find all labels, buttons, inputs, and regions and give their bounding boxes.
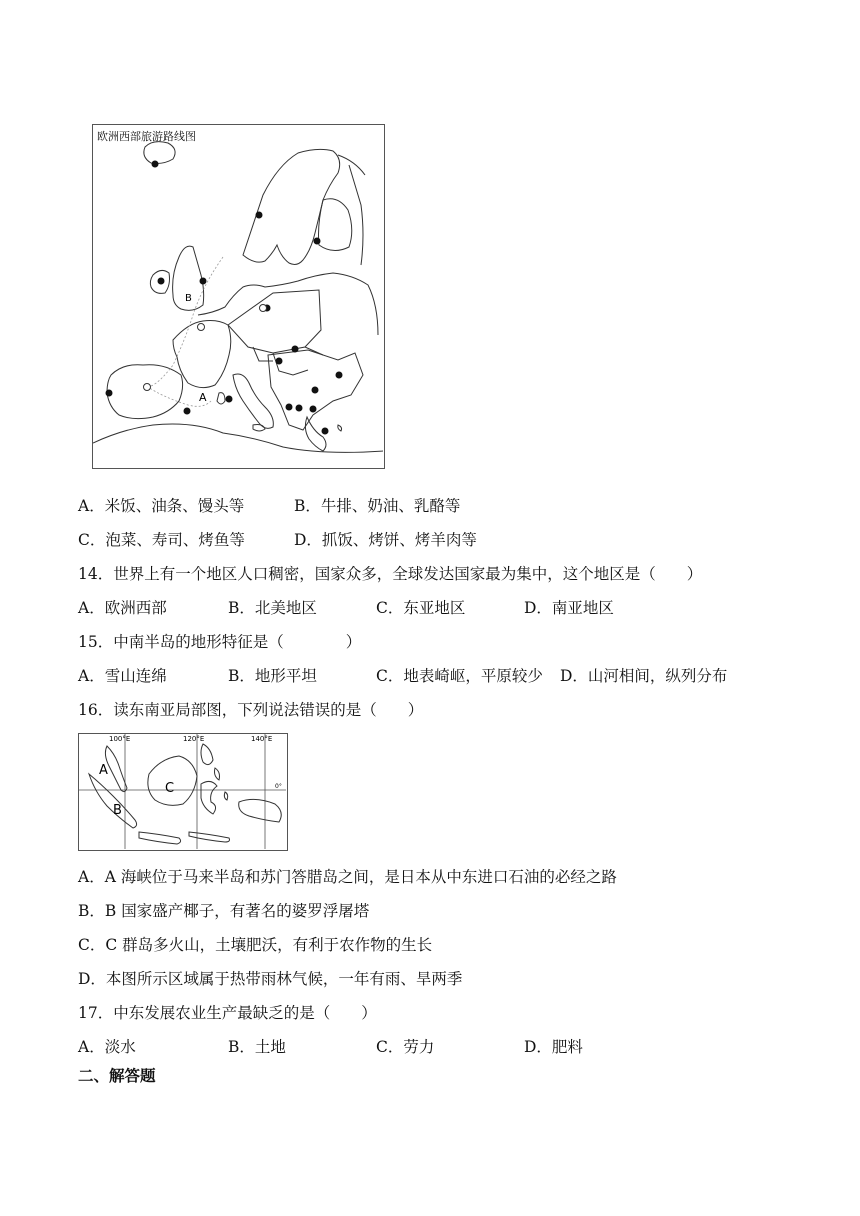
q16-option-d[interactable]: D．本图所示区域属于热带雨林气候，一年有雨、旱两季 (78, 970, 463, 988)
europe-tour-map (92, 124, 385, 469)
europe-map-drawing (93, 125, 383, 467)
lon-label-100: 100°E (109, 735, 131, 743)
q13-option-d[interactable]: D．抓饭、烤饼、烤羊肉等 (294, 531, 477, 549)
q15-option-d[interactable]: D．山河相间，纵列分布 (560, 667, 728, 685)
q14-option-d[interactable]: D．南亚地区 (524, 599, 614, 617)
region-label-a: A (99, 763, 108, 778)
q14-option-b[interactable]: B．北美地区 (228, 599, 317, 617)
q16-option-b[interactable]: B．B 国家盛产椰子，有著名的婆罗浮屠塔 (78, 902, 370, 920)
q16-stem: 16．读东南亚局部图，下列说法错误的是（ ） (78, 701, 424, 719)
equator-label: 0° (275, 783, 282, 790)
map-label-a: A (199, 391, 207, 404)
q17-option-c[interactable]: C．劳力 (376, 1038, 435, 1056)
region-label-c: C (165, 781, 175, 796)
q17-stem: 17．中东发展农业生产最缺乏的是（ ） (78, 1004, 377, 1022)
q16-option-c[interactable]: C．C 群岛多火山，土壤肥沃，有利于农作物的生长 (78, 936, 433, 954)
lon-label-120: 120°E (183, 735, 205, 743)
southeast-asia-map (78, 733, 288, 851)
q15-option-a[interactable]: A．雪山连绵 (78, 667, 167, 685)
q14-option-c[interactable]: C．东亚地区 (376, 599, 466, 617)
q17-option-d[interactable]: D．肥料 (524, 1038, 583, 1056)
map-label-b: B (185, 293, 192, 304)
q17-option-a[interactable]: A．淡水 (78, 1038, 136, 1056)
q17-option-b[interactable]: B．土地 (228, 1038, 286, 1056)
map-title: 欧洲西部旅游路线图 (97, 130, 196, 143)
q15-option-c[interactable]: C．地表崎岖，平原较少 (376, 667, 543, 685)
q15-stem: 15．中南半岛的地形特征是（ ） (78, 633, 362, 651)
q13-option-a[interactable]: A．米饭、油条、馒头等 (78, 497, 245, 515)
q13-option-c[interactable]: C．泡菜、寿司、烤鱼等 (78, 531, 245, 549)
q16-option-a[interactable]: A．A 海峡位于马来半岛和苏门答腊岛之间，是日本从中东进口石油的必经之路 (78, 868, 617, 886)
section-heading: 二、解答题 (78, 1067, 156, 1085)
lon-label-140: 140°E (251, 735, 273, 743)
region-label-b: B (113, 803, 122, 818)
q13-option-b[interactable]: B．牛排、奶油、乳酪等 (294, 497, 461, 515)
southeast-asia-map-drawing (79, 734, 286, 849)
q14-stem: 14．世界上有一个地区人口稠密，国家众多，全球发达国家最为集中，这个地区是（ ） (78, 565, 703, 583)
q15-option-b[interactable]: B．地形平坦 (228, 667, 317, 685)
q14-option-a[interactable]: A．欧洲西部 (78, 599, 167, 617)
